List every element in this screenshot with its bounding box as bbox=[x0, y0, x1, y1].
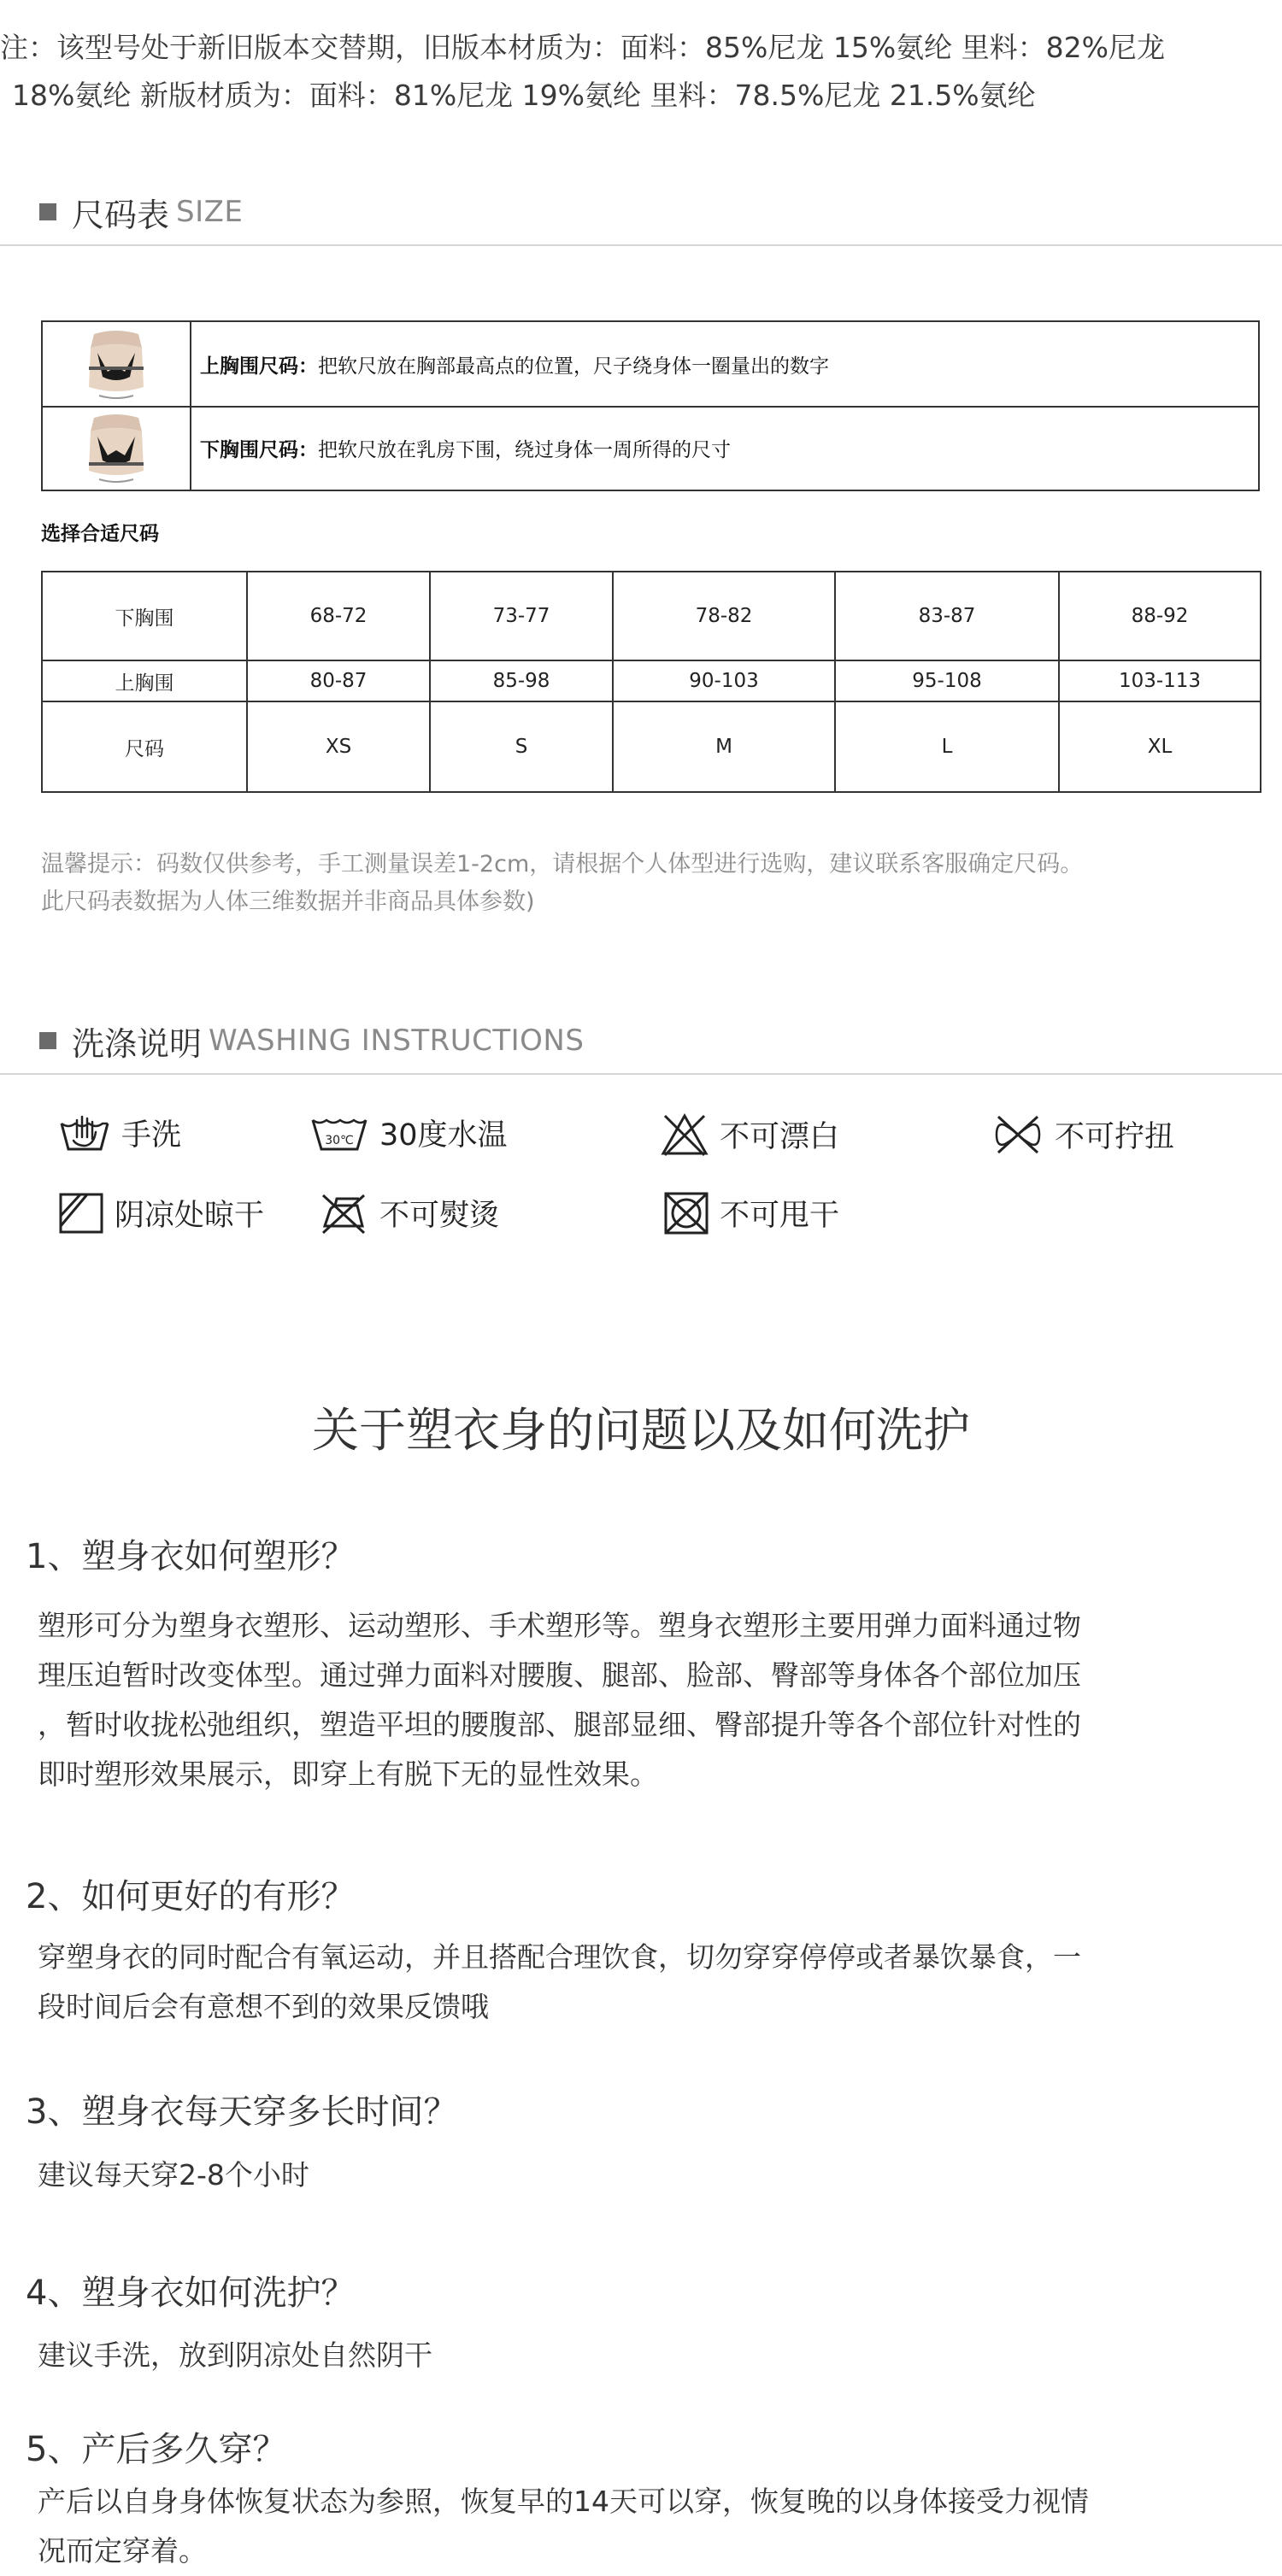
table-cell: 90-103 bbox=[613, 660, 835, 701]
choose-size-label: 选择合适尺码 bbox=[41, 523, 159, 545]
table-cell: XS bbox=[247, 701, 430, 792]
table-cell: 103-113 bbox=[1059, 660, 1261, 701]
size-section-header bbox=[39, 186, 243, 238]
wash-item-hand-wash bbox=[58, 1109, 181, 1157]
wash-30c-icon-text: 30℃ bbox=[325, 1134, 354, 1147]
table-cell: 88-92 bbox=[1059, 572, 1261, 660]
table-cell: XL bbox=[1059, 701, 1261, 792]
no-wring-label: 不可拧扭 bbox=[1055, 1120, 1175, 1154]
row-header-size: 尺码 bbox=[42, 701, 247, 792]
measurement-row-under bbox=[43, 406, 1258, 490]
wash-item-shade-dry bbox=[58, 1189, 264, 1237]
answer-line: 况而定穿着。 bbox=[38, 2534, 207, 2567]
answer-2 bbox=[38, 1933, 1081, 2032]
table-cell: S bbox=[430, 701, 613, 792]
underbust-measure-figure-icon bbox=[43, 406, 191, 490]
no-wring-icon bbox=[991, 1113, 1044, 1156]
size-tip-line-2: 此尺码表数据为人体三维数据并非商品具体参数) bbox=[41, 889, 535, 915]
no-bleach-icon bbox=[660, 1112, 709, 1157]
section-divider bbox=[0, 1073, 1282, 1075]
size-tip-line-1: 温馨提示：码数仅供参考，手工测量误差1-2cm，请根据个人体型进行选购，建议联系客服确定尺码。 bbox=[41, 851, 1084, 877]
temperature-label: 30度水温 bbox=[379, 1118, 508, 1153]
question-3: 3、塑身衣每天穿多长时间？ bbox=[26, 2092, 458, 2132]
question-4: 4、塑身衣如何洗护？ bbox=[26, 2274, 356, 2313]
wash-item-no-tumble bbox=[663, 1189, 839, 1237]
table-row bbox=[42, 701, 1261, 792]
row-header-underbust: 下胸围 bbox=[42, 572, 247, 660]
upper-bust-desc: 把软尺放在胸部最高点的位置，尺子绕身体一圈量出的数字 bbox=[318, 355, 829, 378]
shade-dry-icon bbox=[58, 1192, 104, 1235]
wash-30c-icon bbox=[309, 1112, 369, 1154]
washing-section-title: 洗涤说明 bbox=[72, 1024, 203, 1063]
no-tumble-dry-icon bbox=[663, 1191, 709, 1235]
no-bleach-label: 不可漂白 bbox=[720, 1120, 840, 1154]
no-iron-label: 不可熨烫 bbox=[379, 1199, 500, 1233]
answer-line: 即时塑形效果展示，即穿上有脱下无的显性效果。 bbox=[38, 1757, 658, 1791]
answer-3 bbox=[38, 2151, 309, 2200]
article-title: 关于塑衣身的问题以及如何洗护 bbox=[311, 1403, 970, 1458]
table-cell: 78-82 bbox=[613, 572, 835, 660]
answer-line: 理压迫暂时改变体型。通过弹力面料对腰腹、腿部、脸部、臀部等身体各个部位加压 bbox=[38, 1658, 1081, 1692]
size-tip bbox=[41, 846, 1083, 921]
table-cell: 83-87 bbox=[835, 572, 1059, 660]
table-cell: 68-72 bbox=[247, 572, 430, 660]
hand-wash-icon bbox=[58, 1112, 111, 1154]
answer-line: 段时间后会有意想不到的效果反馈哦 bbox=[38, 1990, 489, 2023]
material-note bbox=[0, 24, 1282, 120]
upper-bust-label: 上胸围尺码： bbox=[200, 355, 318, 378]
row-header-upperbust: 上胸围 bbox=[42, 660, 247, 701]
size-section-title: 尺码表 bbox=[72, 196, 170, 234]
answer-line: 产后以自身身体恢复状态为参照，恢复早的14天可以穿，恢复晚的以身体接受力视情 bbox=[38, 2485, 1089, 2518]
table-cell: 95-108 bbox=[835, 660, 1059, 701]
under-bust-desc: 把软尺放在乳房下围，绕过身体一周所得的尺寸 bbox=[318, 438, 731, 461]
table-cell: M bbox=[613, 701, 835, 792]
no-tumble-label: 不可甩干 bbox=[720, 1199, 840, 1233]
answer-line: 塑形可分为塑身衣塑形、运动塑形、手术塑形等。塑身衣塑形主要用弹力面料通过物 bbox=[38, 1609, 1081, 1642]
answer-1 bbox=[38, 1601, 1081, 1799]
answer-line: 穿塑身衣的同时配合有氧运动，并且搭配合理饮食，切勿穿穿停停或者暴饮暴食，一 bbox=[38, 1940, 1081, 1974]
hand-wash-label: 手洗 bbox=[121, 1118, 182, 1153]
table-cell: 80-87 bbox=[247, 660, 430, 701]
table-cell: 85-98 bbox=[430, 660, 613, 701]
question-2: 2、如何更好的有形？ bbox=[26, 1877, 356, 1916]
answer-line: 建议每天穿2-8个小时 bbox=[38, 2158, 309, 2192]
answer-5 bbox=[38, 2477, 1089, 2576]
square-bullet-icon bbox=[39, 1032, 56, 1049]
table-row bbox=[42, 660, 1261, 701]
square-bullet-icon bbox=[39, 203, 56, 220]
size-section-title-en: SIZE bbox=[176, 195, 244, 229]
material-note-line-2: 18%氨纶 新版材质为：面料：81%尼龙 19%氨纶 里料：78.5%尼龙 21.5%氨纶 bbox=[12, 79, 1036, 112]
table-row bbox=[42, 572, 1261, 660]
under-bust-label: 下胸围尺码： bbox=[200, 438, 318, 461]
material-note-line-1: 注：该型号处于新旧版本交替期，旧版本材质为：面料：85%尼龙 15%氨纶 里料：82%尼龙 bbox=[0, 31, 1166, 64]
measurement-row-upper bbox=[43, 322, 1258, 408]
answer-line: ，暂时收拢松弛组织，塑造平坦的腰腹部、腿部显细、臀部提升等各个部位针对性的 bbox=[38, 1708, 1081, 1741]
section-divider bbox=[0, 244, 1282, 246]
shade-dry-label: 阴凉处晾干 bbox=[115, 1199, 265, 1233]
answer-line: 建议手洗，放到阴凉处自然阴干 bbox=[38, 2338, 432, 2372]
wash-item-temperature bbox=[309, 1109, 508, 1157]
wash-item-no-wring bbox=[991, 1111, 1174, 1159]
wash-item-no-bleach bbox=[660, 1111, 839, 1159]
question-1: 1、塑身衣如何塑形？ bbox=[26, 1537, 356, 1576]
no-iron-icon bbox=[318, 1192, 369, 1235]
washing-section-header bbox=[39, 1015, 584, 1066]
size-table bbox=[41, 571, 1261, 793]
table-cell: 73-77 bbox=[430, 572, 613, 660]
question-5: 5、产后多久穿？ bbox=[26, 2430, 287, 2469]
answer-4 bbox=[38, 2331, 432, 2380]
table-cell: L bbox=[835, 701, 1059, 792]
washing-section-title-en: WASHING INSTRUCTIONS bbox=[209, 1024, 585, 1058]
bust-measure-figure-icon bbox=[43, 322, 191, 406]
measurement-guide bbox=[41, 320, 1260, 491]
wash-item-no-iron bbox=[318, 1189, 499, 1237]
